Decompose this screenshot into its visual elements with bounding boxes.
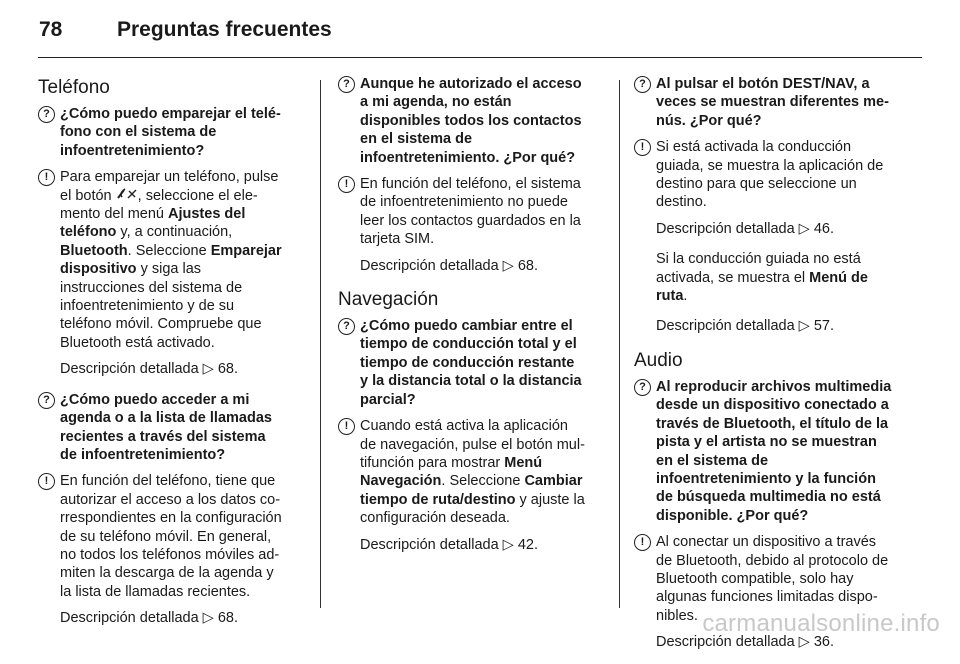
faq-question: ? Al pulsar el botón DEST/NAV, a veces se muestran diferentes menús. ¿Por qué? [634, 75, 896, 130]
faq-question: ? ¿Cómo puedo acceder a mi agenda o a la lista de llamadas recientes a través del sistema de infoentretenimiento? [38, 391, 286, 465]
faq-answer: ! Para emparejar un teléfono, pulse el botón , seleccione el elemento del menú Ajustes del teléfono y, a continuación, Bluetooth. Seleccione Emparejar dispositivo y siga las instrucciones del sistema de infoentretenimiento y de su teléfono móvil. Compruebe que Bluetooth está activado. [38, 168, 286, 352]
faq-answer: ! Al conectar un dispositivo a través de Bluetooth, debido al protocolo de Bluetooth compatible, solo hay algunas funciones limitadas disponibles. [634, 533, 896, 625]
faq-question: ? Al reproducir archivos multimedia desde un dispositivo conectado a través de Bluetooth, el título de la pista y el artista no se muestran en el sistema de infoentretenimiento y la función de búsqueda multimedia no está disponible. ¿Por qué? [634, 378, 896, 525]
faq-answer: ! En función del teléfono, el sistema de infoentretenimiento no puede leer los contactos guardados en la tarjeta SIM. [338, 175, 586, 249]
exclamation-circle-icon: ! [634, 139, 651, 156]
question-mark-circle-icon: ? [634, 379, 651, 396]
exclamation-circle-icon: ! [338, 176, 355, 193]
faq-answer: ! En función del teléfono, tiene que autorizar el acceso a los datos correspondientes en la configuración de su teléfono móvil. En general, no todos los teléfonos móviles admiten la descarga de la agenda y la lista de llamadas recientes. [38, 472, 286, 601]
page-reference-arrow-icon: ▷ [202, 361, 214, 378]
column-2 [338, 75, 586, 566]
reference-line: Descripción detallada ▷ 46. [656, 220, 835, 237]
page-reference-arrow-icon: ▷ [202, 610, 214, 627]
page-header [39, 18, 332, 50]
reference-line: Descripción detallada ▷ 36. [656, 634, 835, 651]
exclamation-circle-icon: ! [338, 418, 355, 435]
reference-line: Descripción detallada ▷ 68. [360, 257, 539, 274]
faq-answer: ! Cuando está activa la aplicación de navegación, pulse el botón multifunción para mostrar Menú Navegación. Seleccione Cambiar tiempo de ruta/destino y ajuste la configuración deseada. [338, 417, 586, 527]
exclamation-circle-icon: ! [38, 473, 55, 490]
reference-line: Descripción detallada ▷ 57. [656, 318, 835, 335]
faq-question: ? ¿Cómo puedo cambiar entre el tiempo de conducción total y el tiempo de conducción restante y la distancia total o la distancia parcial? [338, 317, 586, 409]
column-3 [634, 75, 896, 664]
page-number: 78 [39, 18, 63, 41]
exclamation-circle-icon: ! [38, 169, 55, 186]
watermark: carmanualsonline.info [702, 610, 940, 637]
column-divider [619, 80, 620, 608]
section-heading: Navegación [338, 289, 439, 311]
header-rule [38, 57, 922, 58]
column-divider [320, 80, 321, 608]
answer-continuation: Si la conducción guiada no está activada, se muestra el Menú de ruta. [656, 251, 868, 305]
faq-question: ? Aunque he autorizado el acceso a mi agenda, no están disponibles todos los contactos en el sistema de infoentretenimiento. ¿Por qué? [338, 75, 586, 167]
reference-line: Descripción detallada ▷ 42. [360, 536, 539, 553]
question-mark-circle-icon: ? [338, 318, 355, 335]
question-mark-circle-icon: ? [634, 76, 651, 93]
exclamation-circle-icon: ! [634, 534, 651, 551]
page-reference-arrow-icon: ▷ [798, 634, 810, 651]
page-title: Preguntas frecuentes [117, 18, 332, 41]
page-reference-arrow-icon: ▷ [798, 318, 810, 335]
faq-answer: ! Si está activada la conducción guiada, se muestra la aplicación de destino para que seleccione un destino. [634, 138, 896, 212]
phone-button-icon [116, 188, 138, 204]
faq-question: ? ¿Cómo puedo emparejar el teléfono con el sistema de infoentretenimiento? [38, 105, 286, 160]
page-reference-arrow-icon: ▷ [502, 536, 514, 553]
page-reference-arrow-icon: ▷ [502, 257, 514, 274]
question-mark-circle-icon: ? [38, 392, 55, 409]
question-mark-circle-icon: ? [338, 76, 355, 93]
section-heading: Audio [634, 349, 683, 371]
section-heading: Teléfono [38, 77, 110, 98]
column-1 [38, 75, 286, 640]
question-mark-circle-icon: ? [38, 106, 55, 123]
reference-line: Descripción detallada ▷ 68. [60, 610, 239, 627]
page-reference-arrow-icon: ▷ [798, 220, 810, 237]
reference-line: Descripción detallada ▷ 68. [60, 361, 239, 378]
